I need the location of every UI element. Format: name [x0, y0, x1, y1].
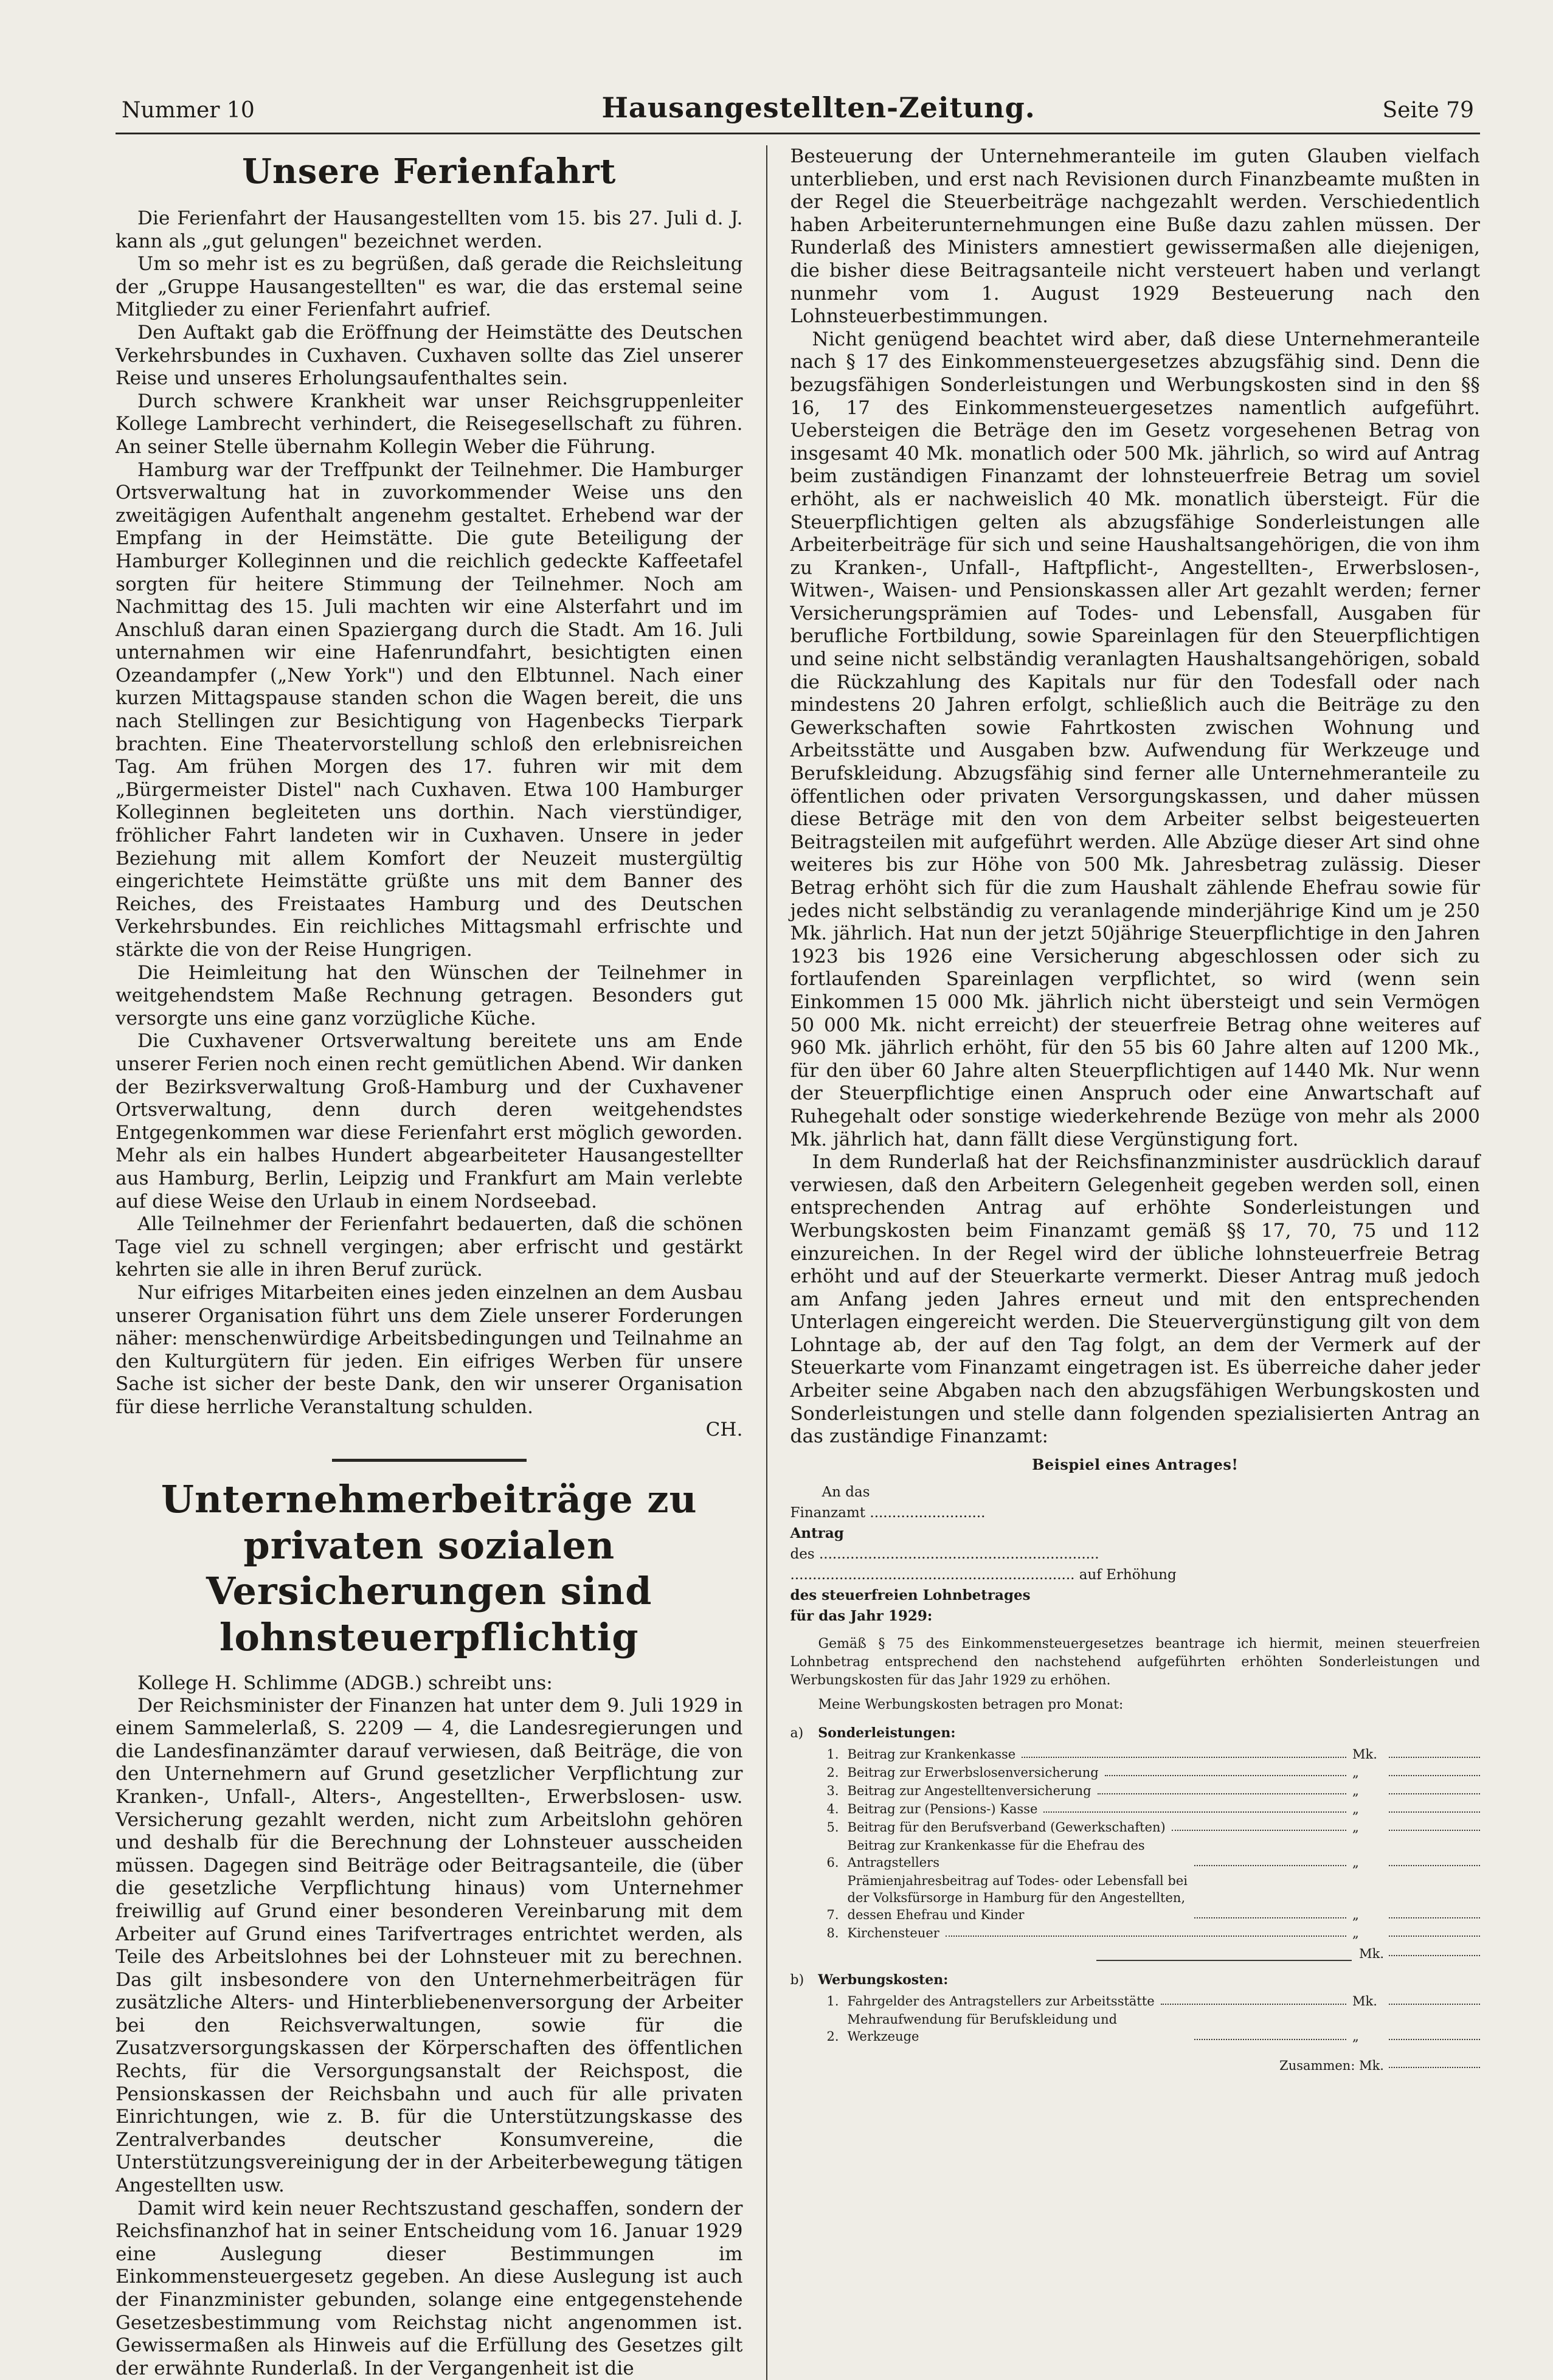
form-item-blank [1389, 1811, 1480, 1813]
form-item-unit: Mk. [1352, 1746, 1377, 1762]
form-item-number: 6. [826, 1855, 839, 1870]
form-item-unit: „ [1352, 1801, 1359, 1816]
subtotal-unit: Mk. [1359, 1946, 1384, 1961]
paragraph: Den Auftakt gab die Eröffnung der Heimstätte des Deutschen Verkehrsbundes in Cuxhaven. Cuxhaven sollte das Ziel unserer Reise und unseres Erholungsaufenthaltes sein. [116, 321, 743, 390]
section-title: Werbungskosten: [818, 1971, 949, 1988]
form-item-dots [1098, 1793, 1346, 1794]
paragraph: Damit wird kein neuer Rechtszustand geschaffen, sondern der Reichsfinanzhof hat in seiner Entscheidung vom 16. Januar 1929 eine Auslegung dieser Bestimmungen im Einkommensteuergesetz gegeben. An diese Auslegung ist auch der Finanzminister gebunden, solange eine entgegenstehende Gesetzesbestimmung vom Reichstag nicht angenommen ist. Gewissermaßen als Hinweis auf die Erfüllung des Gesetzes gilt der erwähnte Runderlaß. In der Vergangenheit ist die [116, 2197, 743, 2379]
paragraph: Um so mehr ist es zu begrüßen, daß gerade die Reichsleitung der „Gruppe Hausangestellten" es war, die das erstemal seine Mitglieder zu einer Ferienfahrt aufrief. [116, 253, 743, 321]
form-item [827, 2011, 1480, 2045]
form-address-line: ................................................................ auf Erhöhung [790, 1566, 1177, 1583]
form-item-text: Kirchensteuer [847, 1925, 939, 1940]
form-item-dots [1043, 1811, 1346, 1813]
paragraph: Hamburg war der Treffpunkt der Teilnehmer. Die Hamburger Ortsverwaltung hat in zuvorkommender Weise uns den zweitägigen Aufenthalt angenehm gestaltet. Erhebend war der Empfang in der Heimstätte. Die gute Beteiligung der Hamburger Kolleginnen und die reichlich gedeckte Kaffeetafel sorgten für heitere Stimmung der Teilnehmer. Noch am Nachmittag des 15. Juli machten wir eine Alsterfahrt und im Anschluß daran einen Spaziergang durch die Stadt. Am 16. Juli unternahmen wir eine Hafenrundfahrt, besichtigten einen Ozeandampfer („New York") und den Elbtunnel. Nach einer kurzen Mittagspause standen schon die Wagen bereit, die uns nach Stellingen zur Besichtigung von Hagenbecks Tierpark brachten. Eine Theatervorstellung schloß den erlebnisreichen Tag. Am frühen Morgen des 17. fuhren wir mit dem „Bürgermeister Distel" nach Cuxhaven. Etwa 100 Hamburger Kolleginnen begleiteten uns dorthin. Nach vierstündiger, fröhlicher Fahrt landeten wir in Cuxhaven. Unsere in jeder Beziehung mit allem Komfort der Neuzeit mustergültig eingerichtete Heimstätte grüßte uns mit dem Banner des Reiches, des Freistaates Hamburg und des Deutschen Verkehrsbundes. Ein reichliches Mittagsmahl erfrischte und stärkte die von der Reise Hungrigen. [116, 458, 743, 961]
paragraph: Besteuerung der Unternehmeranteile im guten Glauben vielfach unterblieben, und erst nach Revisionen durch Finanzbeamte mußten in der Regel die Steuerbeiträge nachgezahlt werden. Verschiedentlich haben Arbeiterunternehmungen eine Buße dazu zahlen müssen. Der Runderlaß des Ministers amnestiert gewissermaßen alle diejenigen, die bisher diese Beitragsanteile nicht versteuert haben und verlangt nunmehr vom 1. August 1929 Besteuerung nach den Lohnsteuerbestimmungen. [790, 145, 1480, 328]
form-item-blank [1389, 1757, 1480, 1758]
form-address-line: An das [821, 1484, 870, 1500]
form-item-unit: „ [1352, 1907, 1359, 1922]
form-item [827, 1819, 1480, 1836]
form-item-number: 7. [826, 1907, 839, 1922]
form-item-text: Beitrag zur Angestelltenversicherung [847, 1783, 1091, 1798]
paragraph: Die Ferienfahrt der Hausangestellten vom 15. bis 27. Juli d. J. kann als „gut gelungen" bezeichnet werden. [116, 207, 743, 252]
form-item-blank [1389, 1793, 1480, 1794]
form-title: Beispiel eines Antrages! [1032, 1455, 1239, 1473]
form-item-number: 4. [826, 1801, 839, 1816]
form-body: Gemäß § 75 des Einkommensteuergesetzes beantrage ich hiermit, meinen steuerfreien Lohnbetrag entsprechend den nachstehend aufgeführten erhöhten Sonderleistungen und Werbungskosten für das Jahr 1929 zu erhöhen. [790, 1636, 1480, 1688]
article-title-line: Unternehmerbeiträge zu privaten sozialen [161, 1477, 697, 1568]
form-item [827, 1925, 1480, 1942]
form-item-number: 1. [826, 1746, 839, 1762]
form-item-unit: „ [1352, 1783, 1359, 1798]
form-item-number: 8. [826, 1925, 839, 1940]
form-item-blank [1389, 1830, 1480, 1831]
article-title-line: Versicherungen sind lohnsteuerpflichtig [206, 1569, 652, 1659]
article-title-ferienfahrt: Unsere Ferienfahrt [242, 151, 617, 192]
form-item-blank [1389, 1865, 1480, 1866]
form-item-number: 1. [826, 1993, 839, 2008]
form-item-blank [1389, 1917, 1480, 1918]
form-item [827, 1746, 1480, 1763]
section-label: b) [790, 1972, 804, 1988]
form-address-line: Antrag [790, 1524, 844, 1541]
form-item-number: 2. [826, 2029, 839, 2044]
form-item-dots [1172, 1830, 1346, 1831]
article-divider [332, 1459, 527, 1462]
form-subtotal [790, 1946, 1480, 1961]
paragraph: Alle Teilnehmer der Ferienfahrt bedauerten, daß die schönen Tage viel zu schnell vergingen; aber erfrischt und gestärkt kehrten sie alle in ihren Beruf zurück. [116, 1213, 743, 1281]
page-number: Seite 79 [1382, 98, 1474, 123]
form-address-line: für das Jahr 1929: [790, 1607, 933, 1624]
newspaper-title: Hausangestellten-Zeitung. [601, 91, 1036, 124]
form-item-text: Beitrag zur Erwerbslosenversicherung [847, 1765, 1099, 1780]
form-item-blank [1389, 1935, 1480, 1937]
form-item-unit: Mk. [1352, 1993, 1377, 2008]
form-item [827, 1801, 1480, 1818]
form-item-text: Prämienjahresbeitrag auf Todes- oder Lebensfall bei der Volksfürsorge in Hamburg für den Angestellten, dessen Ehefrau und Kinder [847, 1873, 1188, 1922]
columns [116, 145, 1480, 2380]
running-head [116, 91, 1480, 134]
form-item-dots [1161, 2004, 1346, 2005]
form-item-unit: „ [1352, 1819, 1359, 1835]
form-item [827, 1872, 1480, 1923]
form-item-dots [1194, 1865, 1346, 1866]
section-label: a) [790, 1725, 804, 1741]
form-item [827, 1782, 1480, 1799]
form-monthly-line: Meine Werbungskosten betragen pro Monat: [818, 1697, 1124, 1712]
issue-number: Nummer 10 [122, 98, 255, 123]
form-item-dots [1194, 1917, 1346, 1918]
form-address-line: des ............................................................... [790, 1546, 1099, 1562]
form-item [827, 1993, 1480, 2010]
form-item-unit: „ [1352, 1855, 1359, 1870]
form-item-text: Beitrag zur Krankenkasse [847, 1746, 1016, 1762]
form-total [790, 2058, 1480, 2073]
form-item-number: 3. [826, 1783, 839, 1798]
form-item-text: Beitrag zur Krankenkasse für die Ehefrau des Antragstellers [847, 1838, 1145, 1870]
paragraph: Der Reichsminister der Finanzen hat unter dem 9. Juli 1929 in einem Sammelerlaß, S. 2209 — 4, die Landesregierungen und die Landesfinanzämter darauf verwiesen, daß Beiträge, die von den Unternehmern auf Grund gesetzlicher Verpflichtung zur Kranken-, Unfall-, Alters-, Angestellten-, Erwerbslosen- usw. Versicherung gezahlt werden, nicht zum Arbeitslohn gehören und deshalb für die Berechnung der Lohnsteuer ausscheiden müssen. Dagegen sind Beiträge oder Beitragsanteile, die (über die gesetzliche Verpflichtung hinaus) vom Unternehmer freiwillig auf Grund einer besonderen Vereinbarung mit dem Arbeiter auf Grund eines Tarifvertrages entrichtet werden, als Teile des Arbeitslohnes bei der Lohnsteuer mit zu berechnen. Das gilt insbesondere von den Unternehmerbeiträgen für zusätzliche Alters- und Hinterbliebenenversorgung der Arbeiter bei den Reichsverwaltungen, sowie für die Zusatzversorgungskassen der Körperschaften des öffentlichen Rechts, für die Versorgungsanstalt der Reichspost, die Pensionskassen der Reichsbahn und auch für alle privaten Einrichtungen, wie z. B. für die Unterstützungskasse des Zentralverbandes deutscher Konsumvereine, die Unterstützungsvereinigung der in der Arbeiterbewegung tätigen Angestellten usw. [116, 1694, 743, 2197]
form-items-b [790, 1993, 1480, 2045]
paragraph: In dem Runderlaß hat der Reichsfinanzminister ausdrücklich darauf verwiesen, daß den Arbeitern Gelegenheit gegeben werden soll, einen entsprechenden Antrag auf erhöhte Sonderleistungen und Werbungskosten beim Finanzamt gemäß §§ 17, 70, 75 und 112 einzureichen. In der Regel wird der übliche lohnsteuerfreie Betrag erhöht und auf der Steuerkarte vermerkt. Dieser Antrag muß jedoch am Anfang jeden Jahres erneut und mit den entsprechenden Unterlagen eingereicht werden. Die Steuervergünstigung gilt von dem Lohntage ab, der auf den Tag folgt, an dem der Vermerk auf der Steuerkarte vom Finanzamt eingetragen ist. Es überreiche daher jeder Arbeiter seine Abgaben nach den abzugsfähigen Werbungskosten und Sonderleistungen und stelle dann folgenden spezialisierten Antrag an das zuständige Finanzamt: [790, 1151, 1480, 1448]
right-column [766, 145, 1480, 2380]
form-items-a [790, 1746, 1480, 1942]
form-section-a [790, 1725, 1480, 1741]
form-item-text: Fahrgelder des Antragstellers zur Arbeitsstätte [847, 1993, 1155, 2008]
form-address [790, 1482, 1480, 1627]
form-item-text: Mehraufwendung für Berufskleidung und Werkzeuge [847, 2012, 1118, 2044]
form-item [827, 1837, 1480, 1871]
form-item-text: Beitrag für den Berufsverband (Gewerkschaften) [847, 1819, 1166, 1835]
application-form [790, 1456, 1480, 2073]
paragraph: Die Cuxhavener Ortsverwaltung bereitete uns am Ende unserer Ferien noch einen recht gemütlichen Abend. Wir danken der Bezirksverwaltung Groß-Hamburg und der Cuxhavener Ortsverwaltung, denn durch deren weitgehendstes Entgegenkommen war diese Ferienfahrt erst möglich geworden. Mehr als ein halbes Hundert abgearbeiteter Hausangestellter aus Hamburg, Berlin, Leipzig und Frankfurt am Main verlebte auf diese Weise den Urlaub in einem Nordseebad. [116, 1030, 743, 1212]
paragraph: Nicht genügend beachtet wird aber, daß diese Unternehmeranteile nach § 17 des Einkommensteuergesetzes abzugsfähig sind. Denn die bezugsfähigen Sonderleistungen und Werbungskosten sind in den §§ 16, 17 des Einkommensteuergesetzes namentlich aufgeführt. Uebersteigen die Beträge den im Gesetz vorgesehenen Betrag von insgesamt 40 Mk. monatlich oder 500 Mk. jährlich, so wird auf Antrag beim zuständigen Finanzamt der lohnsteuerfreie Betrag um soviel erhöht, als er nachweislich 40 Mk. monatlich übersteigt. Für die Steuerpflichtigen gelten als abzugsfähige Sonderleistungen alle Arbeiterbeiträge für sich und seine Haushaltsangehörigen, die von ihm zu Kranken-, Unfall-, Haftpflicht-, Angestellten-, Erwerbslosen-, Witwen-, Waisen- und Pensionskassen aller Art gezahlt werden; ferner Versicherungsprämien auf Todes- und Lebensfall, Ausgaben für berufliche Fortbildung, sowie Spareinlagen für den Steuerpflichtigen und seine nicht selbständig veranlagten Haushaltsangehörigen, sobald die Rückzahlung des Kapitals nur für den Todesfall oder nach mindestens 20 Jahren erfolgt, schließlich auch die Beiträge zu den Gewerkschaften sowie Fahrtkosten zwischen Wohnung und Arbeitsstätte und Ausgaben bzw. Aufwendung für Werkzeuge und Berufskleidung. Abzugsfähig sind ferner alle Unternehmeranteile zu öffentlichen oder privaten Versorgungskassen, und daher müssen diese Beträge mit den von dem Arbeiter selbst beigesteuerten Beitragsteilen mit aufgeführt werden. Alle Abzüge dieser Art sind ohne weiteres bis zur Höhe von 500 Mk. Jahresbetrag zulässig. Dieser Betrag erhöht sich für die zum Haushalt zählende Ehefrau sowie für jedes nicht selbständig zu veranlagende minderjährige Kind um je 250 Mk. jährlich. Hat nun der jetzt 50jährige Steuerpflichtige in den Jahren 1923 bis 1926 eine Versicherung abgeschlossen oder sich zu fortlaufenden Spareinlagen verpflichtet, so wird (wenn sein Einkommen 15 000 Mk. jährlich nicht übersteigt und sein Vermögen 50 000 Mk. nicht erreicht) der steuerfreie Betrag ohne weiteres auf 960 Mk. jährlich erhöht, für den 55 bis 60 Jahre alten auf 1200 Mk., für den über 60 Jahre alten Steuerpflichtigen auf 1440 Mk. Nur wenn der Steuerpflichtige einen Anspruch oder eine Anwartschaft auf Ruhegehalt oder sonstige wiederkehrende Bezüge von mehr als 2000 Mk. jährlich hat, dann fällt diese Vergünstigung fort. [790, 328, 1480, 1150]
form-item-blank [1389, 2039, 1480, 2040]
total-blank [1389, 2067, 1480, 2068]
form-item-number: 5. [826, 1819, 839, 1835]
form-section-b [790, 1972, 1480, 1988]
paragraph: Die Heimleitung hat den Wünschen der Teilnehmer in weitgehendstem Maße Rechnung getragen. Besonders gut versorgte uns eine ganz vorzügliche Küche. [116, 961, 743, 1029]
form-item-unit: „ [1352, 1765, 1359, 1780]
form-item-text: Beitrag zur (Pensions-) Kasse [847, 1801, 1038, 1816]
form-item-dots [1194, 2039, 1346, 2040]
paragraph: Nur eifriges Mitarbeiten eines jeden einzelnen an dem Ausbau unserer Organisation führt uns dem Ziele unserer Forderungen näher: menschenwürdige Arbeitsbedingungen und Teilnahme an den Kulturgütern für jeden. Ein eifriges Werben für unsere Sache ist sicher der beste Dank, den wir unserer Organisation für diese herrliche Veranstaltung schulden. [116, 1281, 743, 1418]
article-signature: CH. [705, 1419, 743, 1441]
form-item-unit: „ [1352, 1925, 1359, 1940]
subtotal-blank [1389, 1955, 1480, 1956]
article-title-unternehmerbeitraege [116, 1476, 743, 1661]
form-item-blank [1389, 1775, 1480, 1776]
form-address-line: Finanzamt .......................... [790, 1504, 986, 1521]
form-item-number: 2. [826, 1765, 839, 1780]
article-intro: Kollege H. Schlimme (ADGB.) schreibt uns: [137, 1672, 553, 1694]
form-item-dots [1105, 1775, 1346, 1776]
subtotal-rule [1096, 1960, 1352, 1961]
form-item-dots [946, 1935, 1346, 1937]
paragraph: Durch schwere Krankheit war unser Reichsgruppenleiter Kollege Lambrecht verhindert, die Reisegesellschaft zu führen. An seiner Stelle übernahm Kollegin Weber die Führung. [116, 390, 743, 458]
form-item-dots [1022, 1757, 1346, 1758]
section-title: Sonderleistungen: [818, 1724, 956, 1741]
form-item-blank [1389, 2004, 1480, 2005]
form-item-unit: „ [1352, 2029, 1359, 2044]
left-column [116, 145, 766, 2380]
total-label: Zusammen: Mk. [1279, 2058, 1384, 2073]
form-item [827, 1764, 1480, 1781]
form-address-line: des steuerfreien Lohnbetrages [790, 1586, 1031, 1603]
